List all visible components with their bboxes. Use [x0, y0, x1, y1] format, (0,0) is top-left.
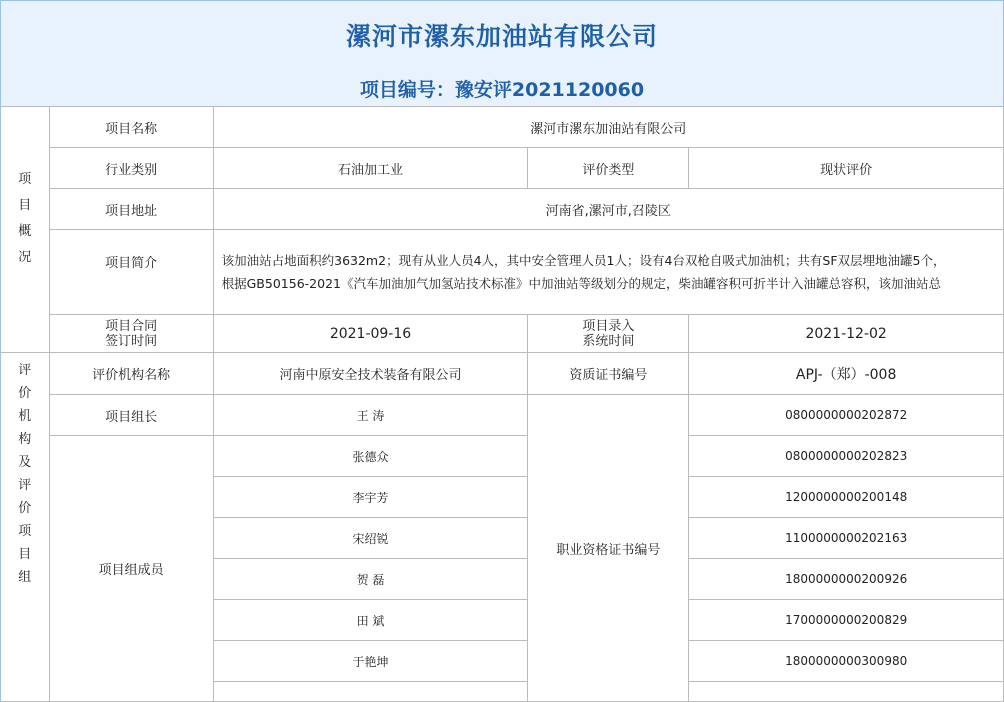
member-cert: 1800000000300980 [689, 641, 1004, 682]
member-name: 李宇芳 [213, 477, 528, 518]
leader-name: 王 涛 [213, 395, 528, 436]
member-cert: 1800000000200926 [689, 559, 1004, 600]
leader-label: 项目组长 [49, 395, 213, 436]
member-name: 贺 磊 [213, 559, 528, 600]
leader-cert: 0800000000202872 [689, 395, 1004, 436]
member-name: 张德众 [213, 436, 528, 477]
cert-number-label: 资质证书编号 [528, 353, 689, 395]
intro-line-2: 根据GB50156-2021《汽车加油加气加氢站技术标准》中加油站等级划分的规定，柴油罐容积可折半计入油罐总容积，该加油站总 [221, 276, 941, 291]
member-cert: 1100000000202163 [689, 518, 1004, 559]
member-cert: 1700000000200829 [689, 600, 1004, 641]
eval-type-value: 现状评价 [689, 148, 1004, 189]
entry-date-label: 项目录入 系统时间 [528, 315, 689, 353]
intro-line-1: 该加油站占地面积约3632m2；现有从业人员4人，其中安全管理人员1人；设有4台双枪自吸式加油机；共有SF双层埋地油罐5个， [221, 253, 946, 268]
address-value: 河南省,漯河市,召陵区 [213, 189, 1003, 230]
members-label: 项目组成员 [49, 436, 213, 702]
eval-type-label: 评价类型 [528, 148, 689, 189]
member-name: 于艳坤 [213, 641, 528, 682]
intro-value [213, 230, 1003, 315]
member-name: 田 斌 [213, 600, 528, 641]
cert-number-value: APJ-（郑）-008 [689, 353, 1004, 395]
project-name-label: 项目名称 [49, 107, 213, 148]
qualification-label: 职业资格证书编号 [528, 395, 689, 702]
company-title: 漯河市漯东加油站有限公司 [345, 22, 658, 51]
evaluation-section-label: 评 价 机 构 及 评 价 项 目 组 [1, 353, 50, 702]
industry-value: 石油加工业 [213, 148, 528, 189]
member-name: 宋绍锐 [213, 518, 528, 559]
overview-section-label: 项 目 概 况 [1, 107, 50, 353]
org-name-label: 评价机构名称 [49, 353, 213, 395]
intro-label: 项目简介 [49, 230, 213, 315]
project-number: 项目编号：豫安评2021120060 [359, 79, 645, 101]
project-name-value: 漯河市漯东加油站有限公司 [213, 107, 1003, 148]
address-label: 项目地址 [49, 189, 213, 230]
entry-date-value: 2021-12-02 [689, 315, 1004, 353]
project-info-table [0, 106, 1004, 702]
member-cert: 0800000000202823 [689, 436, 1004, 477]
org-name-value: 河南中原安全技术装备有限公司 [213, 353, 528, 395]
report-header [0, 0, 1004, 107]
industry-label: 行业类别 [49, 148, 213, 189]
empty-member-cell [213, 682, 528, 702]
contract-date-label: 项目合同 签订时间 [49, 315, 213, 353]
empty-cert-cell [689, 682, 1004, 702]
member-cert: 1200000000200148 [689, 477, 1004, 518]
contract-date-value: 2021-09-16 [213, 315, 528, 353]
